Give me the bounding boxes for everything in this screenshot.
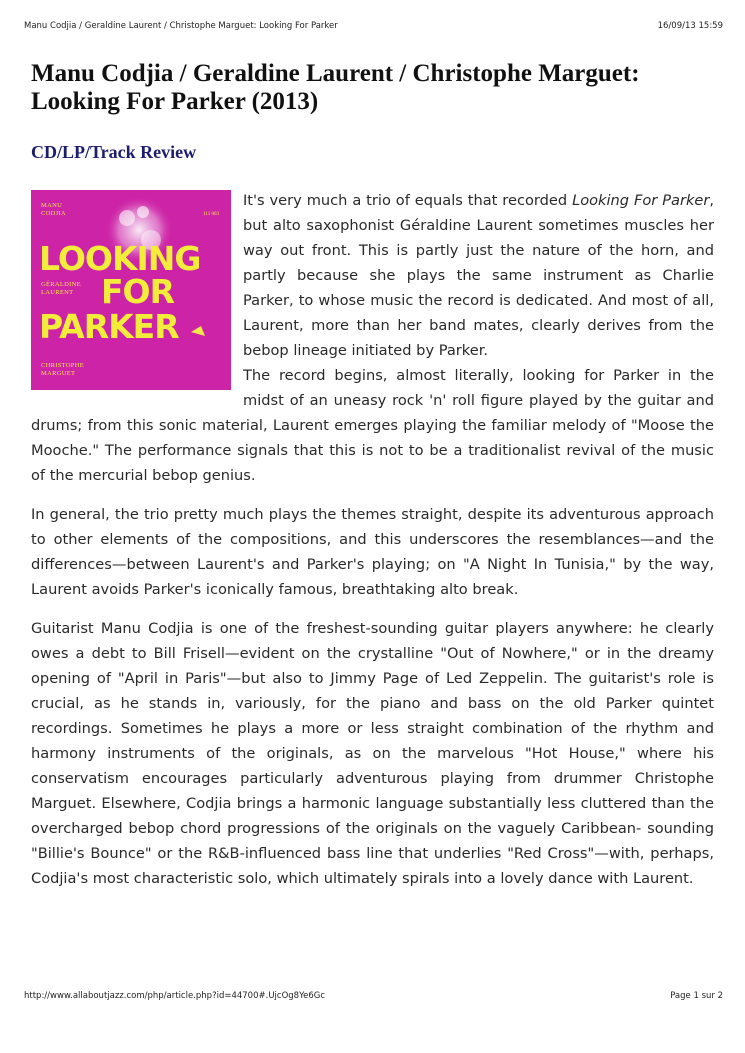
paragraph-4: Guitarist Manu Codjia is one of the freshest-sounding guitar players anywhere: he clearly owes a debt to Bill Frisell—evident on the crystalline "Out of Nowhere," or in the dreamy opening of "April in Paris"—but also to Jimmy Page of Led Zeppelin. The guitarist's role is crucial, as he stands in, variously, for the piano and bass on the old Parker quintet recordings. Sometimes he plays a more or less straight combination of the rhythm and harmony instruments of the originals, as on the marvelous "Hot House," where his conservatism encourages particularly adventurous playing from drummer Christophe Marguet. Elsewhere, Codjia brings a harmonic language substantially less cluttered than the overcharged bebop chord progressions of the originals on the vaguely Caribbean- sounding "Billie's Bounce" or the R&B-influenced bass line that underlies "Red Cross"—with, perhaps, Codjia's most characteristic solo, which ultimately spirals into a lovely dance with Laurent.	[31, 620, 714, 887]
footer-url[interactable]: http://www.allaboutjazz.com/php/article.php?id=44700#.UjcOg8Ye6Gc	[24, 991, 326, 1001]
cover-title-line2: FOR	[101, 272, 175, 311]
cover-artist-marguet: CHRISTOPHE MARGUET	[41, 362, 84, 377]
print-header	[24, 21, 723, 35]
print-footer	[24, 991, 723, 1005]
cover-title-line3: PARKER	[39, 307, 179, 346]
paragraph-1: It's very much a trio of equals that recorded Looking For Parker, but alto saxophonist Géraldine Laurent sometimes muscles her way out front. This is partly just the nature of the horn, and partly because she plays the same instrument as Charlie Parker, to whose music the record is dedicated. And most of all, Laurent, more than her band mates, clearly derives from the bebop lineage initiated by Parker.	[243, 192, 715, 359]
article-title: Manu Codjia / Geraldine Laurent / Christophe Marguet: Looking For Parker (2013)	[31, 60, 640, 115]
header-page-title: Manu Codjia / Geraldine Laurent / Christophe Marguet: Looking For Parker	[24, 21, 338, 31]
footer-page-number: Page 1 sur 2	[670, 991, 723, 1001]
cover-catalog-number: 111 003	[203, 212, 219, 217]
article-body	[31, 188, 714, 905]
cover-artist-laurent: GÉRALDINE LAURENT	[41, 281, 81, 296]
paragraph-3: In general, the trio pretty much plays the themes straight, despite its adventurous approach to other elements of the compositions, and this underscores the resemblances—and the differences—between Laurent's and Parker's playing; on "A Night In Tunisia," by the way, Laurent avoids Parker's iconically famous, breathtaking alto break.	[31, 506, 714, 598]
album-title-emphasis: Looking For Parker	[572, 192, 710, 209]
album-cover-image	[31, 190, 231, 390]
header-timestamp: 16/09/13 15:59	[657, 21, 723, 31]
cover-title-line1: LOOKING	[39, 239, 201, 278]
paragraph-2: The record begins, almost literally, looking for Parker in the midst of an uneasy rock 'n' roll figure played by the guitar and drums; from this sonic material, Laurent emerges playing the familiar melody of "Moose the Mooche." The performance signals that this is not to be a traditionalist revival of the music of the mercurial bebop genius.	[31, 367, 714, 484]
cover-artist-codjia: MANU CODJIA	[41, 202, 66, 217]
section-heading: CD/LP/Track Review	[31, 142, 197, 162]
